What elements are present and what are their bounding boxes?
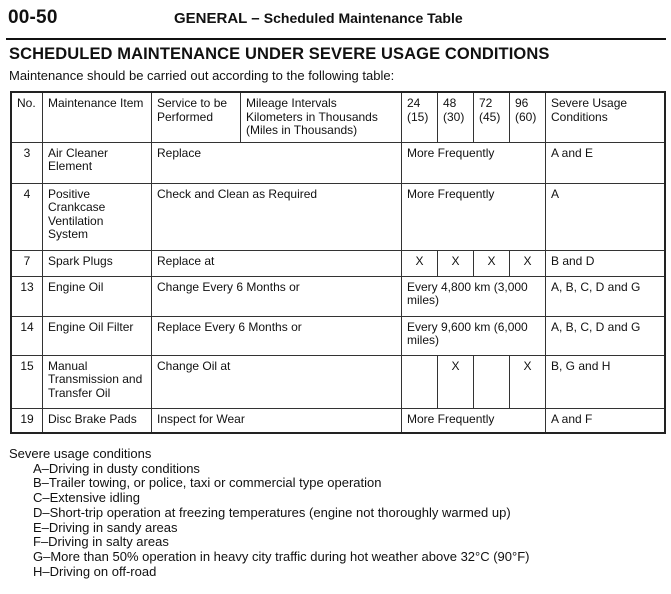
row-service: Change Every 6 Months or: [152, 276, 402, 316]
row-mark-72: [474, 355, 510, 408]
row-mark-24: X: [402, 250, 438, 276]
legend-title: Severe usage conditions: [9, 446, 152, 461]
legend-item: D–Short-trip operation at freezing temperatures (engine not thoroughly warmed up): [33, 504, 511, 520]
intro-text: Maintenance should be carried out according to the following table:: [9, 68, 395, 83]
header-item: Maintenance Item: [43, 92, 152, 142]
header-conditions: Severe Usage Conditions: [546, 92, 666, 142]
table-row: [11, 250, 665, 276]
maintenance-table: [10, 91, 666, 434]
header-interval-72: 72 (45): [474, 92, 510, 142]
row-mark-96: X: [510, 355, 546, 408]
header-interval-48: 48 (30): [438, 92, 474, 142]
row-no: 13: [11, 276, 43, 316]
row-no: 14: [11, 316, 43, 355]
row-item: Manual Transmission and Transfer Oil: [43, 355, 152, 408]
row-item: Engine Oil Filter: [43, 316, 152, 355]
row-mark-48: X: [438, 250, 474, 276]
row-mark-48: X: [438, 355, 474, 408]
running-title: [174, 10, 463, 27]
row-conditions: A: [546, 183, 666, 250]
legend-item: H–Driving on off-road: [33, 563, 157, 579]
header-mileage: Mileage Intervals Kilometers in Thousands (Miles in Thousands): [241, 92, 402, 142]
row-conditions: A and E: [546, 142, 666, 183]
running-title-main: GENERAL: [174, 10, 248, 27]
row-service: Replace at: [152, 250, 402, 276]
table-header-row: [11, 92, 665, 142]
legend-item: B–Trailer towing, or police, taxi or commercial type operation: [33, 475, 382, 491]
legend-item: F–Driving in salty areas: [33, 534, 169, 550]
row-conditions: B and D: [546, 250, 666, 276]
table-row: [11, 355, 665, 408]
header-rule: [6, 38, 666, 40]
row-no: 7: [11, 250, 43, 276]
row-no: 19: [11, 408, 43, 433]
row-no: 15: [11, 355, 43, 408]
row-service: Inspect for Wear: [152, 408, 402, 433]
row-no: 3: [11, 142, 43, 183]
row-mark-24: [402, 355, 438, 408]
legend-item: C–Extensive idling: [33, 490, 140, 506]
row-item: Spark Plugs: [43, 250, 152, 276]
row-item: Disc Brake Pads: [43, 408, 152, 433]
legend-item: A–Driving in dusty conditions: [33, 460, 200, 476]
row-service: Check and Clean as Required: [152, 183, 402, 250]
header-no: No.: [11, 92, 43, 142]
row-item: Air Cleaner Element: [43, 142, 152, 183]
row-interval: Every 9,600 km (6,000 miles): [402, 316, 546, 355]
row-conditions: A, B, C, D and G: [546, 316, 666, 355]
row-item: Engine Oil: [43, 276, 152, 316]
row-service: Change Oil at: [152, 355, 402, 408]
row-conditions: B, G and H: [546, 355, 666, 408]
section-title: SCHEDULED MAINTENANCE UNDER SEVERE USAGE CONDITIONS: [9, 45, 550, 63]
running-title-sub: Scheduled Maintenance Table: [263, 10, 463, 26]
row-no: 4: [11, 183, 43, 250]
row-mark-72: X: [474, 250, 510, 276]
table-row: [11, 316, 665, 355]
row-interval: More Frequently: [402, 142, 546, 183]
row-conditions: A, B, C, D and G: [546, 276, 666, 316]
table-row: [11, 276, 665, 316]
row-interval: More Frequently: [402, 408, 546, 433]
row-conditions: A and F: [546, 408, 666, 433]
table-row: [11, 408, 665, 433]
row-interval: More Frequently: [402, 183, 546, 250]
row-service: Replace: [152, 142, 402, 183]
table-row: [11, 142, 665, 183]
row-item: Positive Crankcase Ventilation System: [43, 183, 152, 250]
header-service: Service to be Performed: [152, 92, 241, 142]
row-mark-96: X: [510, 250, 546, 276]
severe-conditions-legend: [9, 447, 529, 579]
table-row: [11, 183, 665, 250]
row-service: Replace Every 6 Months or: [152, 316, 402, 355]
header-interval-96: 96 (60): [510, 92, 546, 142]
legend-item: G–More than 50% operation in heavy city traffic during hot weather above 32°C (90°F): [33, 548, 530, 564]
row-interval: Every 4,800 km (3,000 miles): [402, 276, 546, 316]
header-interval-24: 24 (15): [402, 92, 438, 142]
page-number: 00-50: [8, 7, 58, 28]
legend-item: E–Driving in sandy areas: [33, 519, 178, 535]
running-title-separator: –: [247, 10, 264, 27]
